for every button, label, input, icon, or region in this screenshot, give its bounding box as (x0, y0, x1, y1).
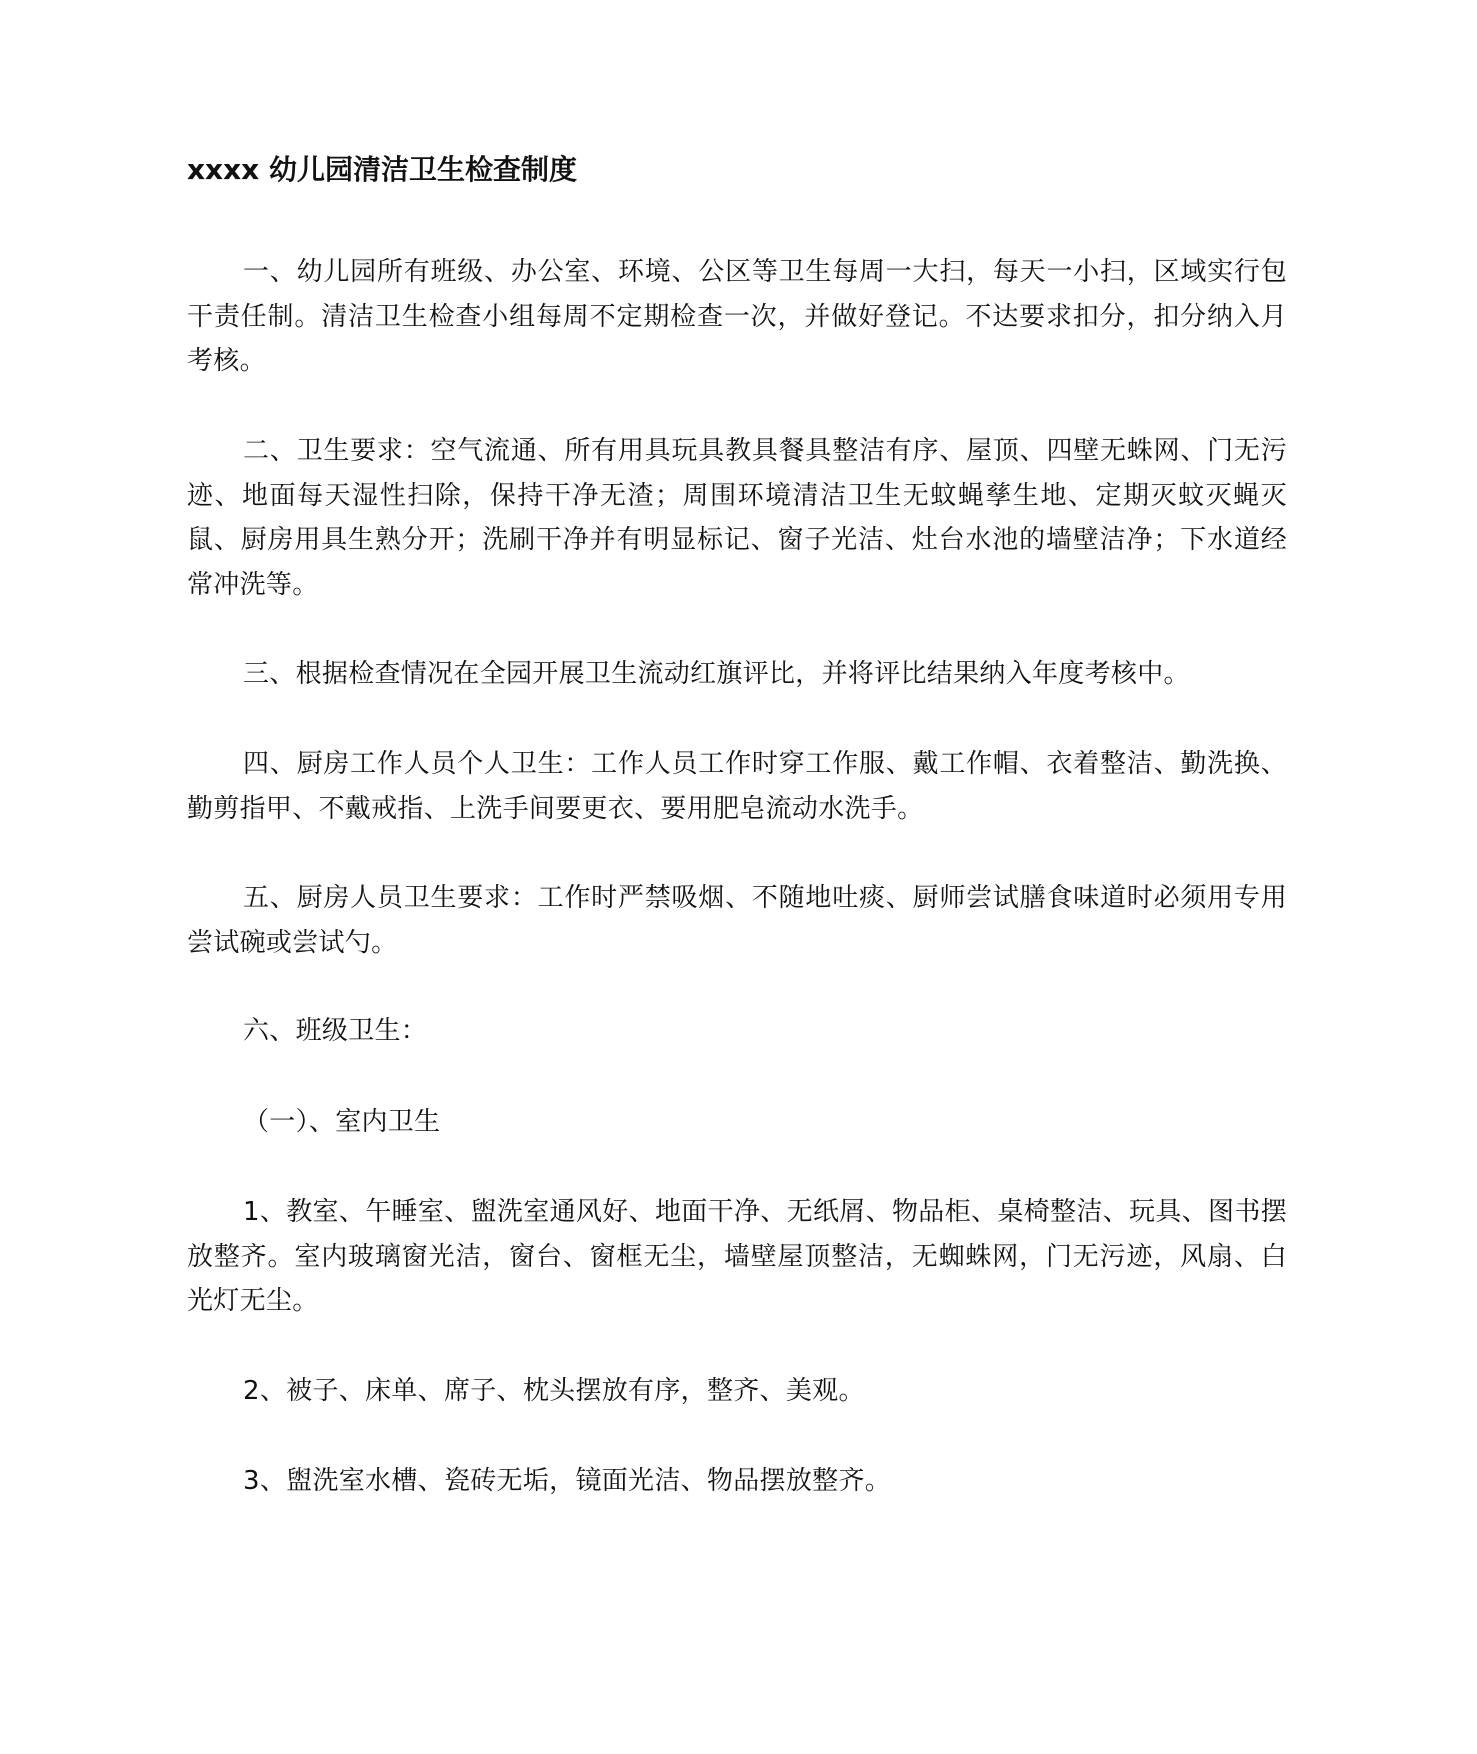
document-title: xxxx 幼儿园清洁卫生检查制度 (187, 153, 577, 186)
paragraph-3: 三、根据检查情况在全园开展卫生流动红旗评比，并将评比结果纳入年度考核中。 (243, 659, 1190, 689)
paragraph-9: 2、被子、床单、席子、枕头摆放有序，整齐、美观。 (243, 1376, 865, 1406)
paragraph-7: （一）、室内卫生 (243, 1107, 441, 1137)
paragraph-2: 二、卫生要求：空气流通、所有用具玩具教具餐具整洁有序、屋顶、四壁无蛛网、门无污迹、地面每天湿性扫除，保持干净无渣；周围环境清洁卫生无蚊蝇孳生地、定期灭蚊灭蝇灭鼠、厨房用具生熟分开；洗刷干净并有明显标记、窗子光洁、灶台水池的墙壁洁净；下水道经常冲洗等。 (187, 436, 1287, 600)
paragraph-5: 五、厨房人员卫生要求：工作时严禁吸烟、不随地吐痰、厨师尝试膳食味道时必须用专用尝试碗或尝试勺。 (187, 883, 1287, 958)
paragraph-6: 六、班级卫生： (243, 1016, 428, 1046)
paragraph-10: 3、盥洗室水槽、瓷砖无垢，镜面光洁、物品摆放整齐。 (243, 1466, 892, 1496)
paragraph-1: 一、幼儿园所有班级、办公室、环境、公区等卫生每周一大扫，每天一小扫，区域实行包干责任制。清洁卫生检查小组每周不定期检查一次，并做好登记。不达要求扣分，扣分纳入月考核。 (187, 257, 1287, 376)
paragraph-4: 四、厨房工作人员个人卫生：工作人员工作时穿工作服、戴工作帽、衣着整洁、勤洗换、勤剪指甲、不戴戒指、上洗手间要更衣、要用肥皂流动水洗手。 (187, 749, 1287, 824)
paragraph-8: 1、教室、午睡室、盥洗室通风好、地面干净、无纸屑、物品柜、桌椅整洁、玩具、图书摆放整齐。室内玻璃窗光洁，窗台、窗框无尘，墙壁屋顶整洁，无蜘蛛网，门无污迹，风扇、白光灯无尘。 (187, 1197, 1287, 1316)
